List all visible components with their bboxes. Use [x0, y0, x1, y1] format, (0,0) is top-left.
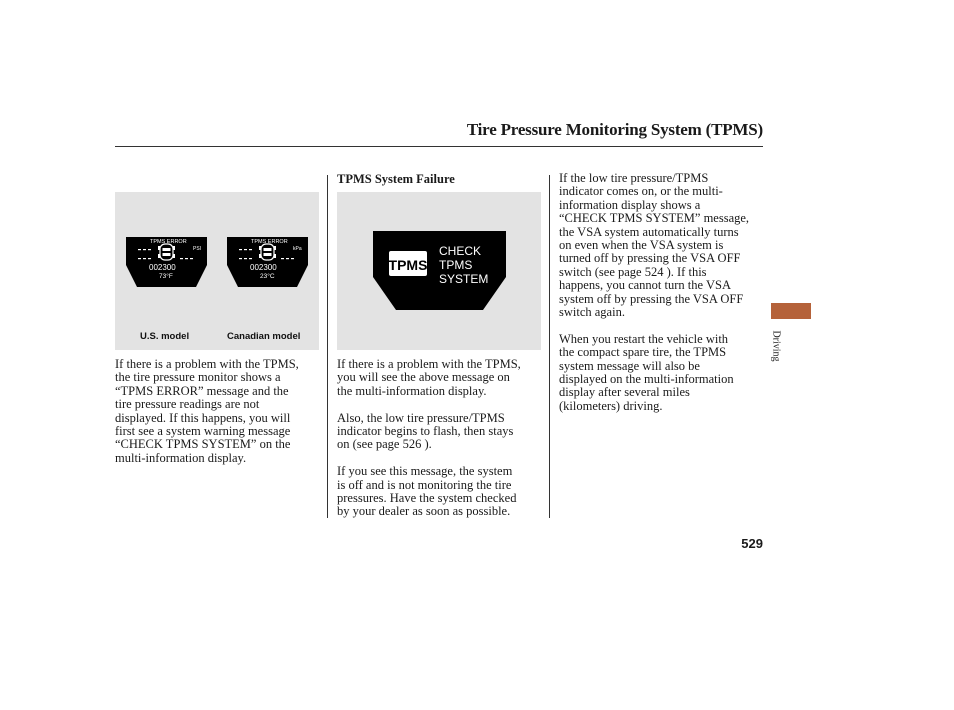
caption-us-model: U.S. model: [140, 331, 190, 342]
section-tab-text: Driving: [770, 330, 782, 362]
display-line-tpms: TPMS: [439, 258, 473, 272]
section-heading: TPMS System Failure: [337, 172, 455, 186]
ca-display-unit: kPa: [293, 246, 302, 252]
ca-display-odometer: 002300: [250, 263, 277, 272]
tpms-error-displays: [115, 192, 319, 350]
page-title: Tire Pressure Monitoring System (TPMS): [466, 120, 763, 139]
us-display-title: TPMS ERROR: [150, 239, 187, 245]
us-display: [126, 237, 207, 287]
right-paragraph-1: If the low tire pressure/TPMS indicator comes on, or the multi- information display shows a “CHECK TPMS SYSTEM” message, the VSA system automatically turns on even when the VSA system is turned off by pressing the VSA OFF switch (see page 524 ). If this happens, you cannot turn the VSA system off by pressing the VSA OFF switch again.: [559, 171, 750, 320]
us-display-temp: 73°F: [159, 273, 173, 280]
column-divider-left: [327, 175, 328, 518]
us-display-odometer: 002300: [149, 263, 176, 272]
check-tpms-display: [337, 192, 541, 350]
section-tab-label: [766, 326, 786, 366]
display-line-check: CHECK: [439, 244, 482, 258]
tpms-badge-icon: [389, 251, 428, 276]
us-display-unit: PSI: [193, 246, 202, 252]
display-line-system: SYSTEM: [439, 272, 489, 286]
title-divider: [115, 146, 763, 147]
middle-paragraphs: [337, 358, 521, 519]
middle-paragraph-3: If you see this message, the system is off and is not monitoring the tire pressures. Have the system checked by your dealer as soon as possible.: [337, 464, 517, 519]
check-tpms-figure: [337, 192, 541, 350]
column-divider-right: [549, 175, 550, 518]
caption-canadian-model: Canadian model: [227, 331, 301, 342]
ca-display: [227, 237, 308, 287]
section-tab-marker: [771, 303, 811, 319]
right-paragraphs: [559, 172, 749, 413]
left-paragraph: If there is a problem with the TPMS, the tire pressure monitor shows a “TPMS ERROR” message and the tire pressure readings are not displayed. If this happens, you will first see a system warning message “CHECK TPMS SYSTEM” on the multi-information display.: [115, 357, 299, 465]
middle-paragraph-1: If there is a problem with the TPMS, you will see the above message on the multi-information display.: [337, 357, 521, 398]
ca-display-title: TPMS ERROR: [251, 239, 288, 245]
right-paragraph-2: When you restart the vehicle with the compact spare tire, the TPMS system message will also be displayed on the multi-information display after several miles (kilometers) driving.: [559, 331, 734, 413]
ca-display-temp: 23°C: [260, 273, 275, 280]
tpms-error-figure: [115, 192, 319, 350]
middle-paragraph-2: Also, the low tire pressure/TPMS indicator begins to flash, then stays on (see page 526 ).: [337, 410, 514, 452]
page-number: 529: [741, 536, 763, 551]
tpms-badge-text: TPMS: [388, 257, 428, 273]
